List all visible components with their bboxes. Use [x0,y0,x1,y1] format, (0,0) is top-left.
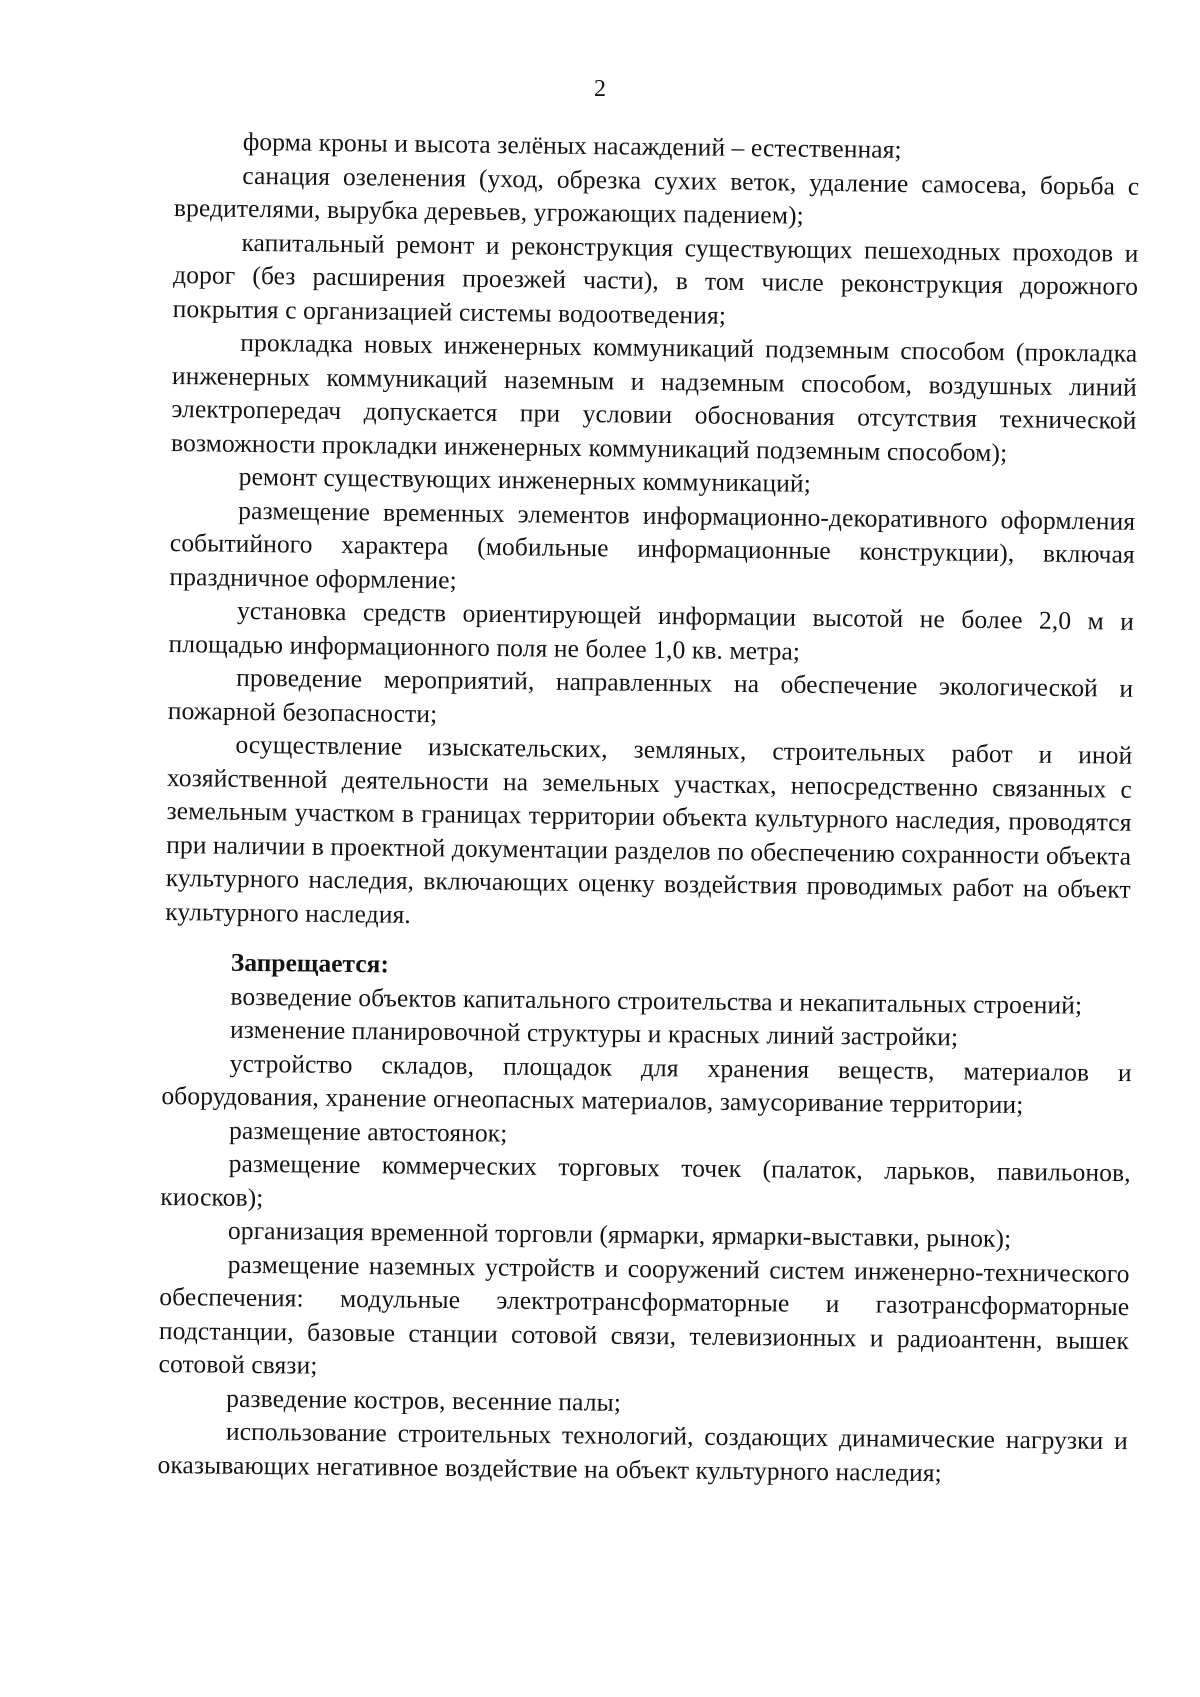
paragraph-no-fires: разведение костров, весенние палы; [226,1383,622,1417]
paragraph-temporary-decor: размещение временных элементов информационно-декоративного оформления событийного характера (мобильные информационные конструкции), включая праздничное оформление; [169,495,1136,594]
paragraph-no-layout-change: изменение планировочной структуры и красных линий застройки; [229,1014,959,1052]
paragraph-orientation-signs: установка средств ориентирующей информации высотой не более 2,0 м и площадью информационного поля не более 1,0 кв. метра; [168,595,1135,666]
paragraph-no-engineering-structures: размещение наземных устройств и сооружений систем инженерно-технического обеспечения: модульные электротрансформаторные и газотрансформаторные подстанции, базовые станции сотовой связи, телевизионных и радиоантенн, вышек сотовой связи; [158,1249,1130,1380]
paragraph-no-temporary-trade: организация временной торговли (ярмарки, ярмарки-выставки, рынок); [227,1215,1012,1253]
paragraph-survey-works: осуществление изыскательских, земляных, строительных работ и иной хозяйственной деятельности на земельных участках, непосредственно связанных с земельным участком в границах территории объекта культурного наследия, проводятся при наличии в проектной документации разделов по обеспечению сохранности объекта культурного наследия, включающих оценку воздействия проводимых работ на объект культурного наследия. [165,729,1133,929]
paragraph-no-dynamic-loads: использование строительных технологий, создающих динамические нагрузки и оказывающих негативное воздействие на объект культурного наследия; [157,1416,1129,1487]
paragraph-no-construction: возведение объектов капитального строительства и некапитальных строений; [230,981,1083,1020]
paragraph-no-parking: размещение автостоянок; [228,1115,508,1148]
paragraph-no-kiosks: размещение коммерческих торговых точек (палаток, ларьков, павильонов, киосков); [160,1148,1131,1212]
paragraph-crown-form: форма кроны и высота зелёных насаждений – естественная; [242,126,902,164]
prohibited-activities-section [157,945,1133,1491]
paragraph-utility-laying: прокладка новых инженерных коммуникаций подземным способом (прокладка инженерных коммуникаций наземным и надземным способом, воздушных линий электропередач допускается при условии обоснования отсутствия технической возможности прокладки инженерных коммуникаций подземным способом); [170,327,1138,467]
paragraph-utility-repair: ремонт существующих инженерных коммуникаций; [238,461,812,498]
permitted-activities-section [165,124,1140,940]
paragraph-road-repair: капитальный ремонт и реконструкция существующих пешеходных проходов и дорог (без расширения проезжей части), в том числе реконструкция дорожного покрытия с организацией системы водоотведения; [172,227,1139,330]
prohibited-heading: Запрещается: [230,947,390,979]
page-number: 2 [594,76,606,102]
paragraph-greenery-sanitation: санация озеленения (уход, обрезка сухих веток, удаление самосева, борьба с вредителями, вырубка деревьев, угрожающих падением); [173,160,1140,230]
paragraph-no-warehouses: устройство складов, площадок для хранения веществ, материалов и оборудования, хранение огнеопасных материалов, замусоривание территории; [161,1048,1132,1120]
paragraph-safety-measures: проведение мероприятий, направленных на обеспечение экологической и пожарной безопасности; [167,662,1134,728]
